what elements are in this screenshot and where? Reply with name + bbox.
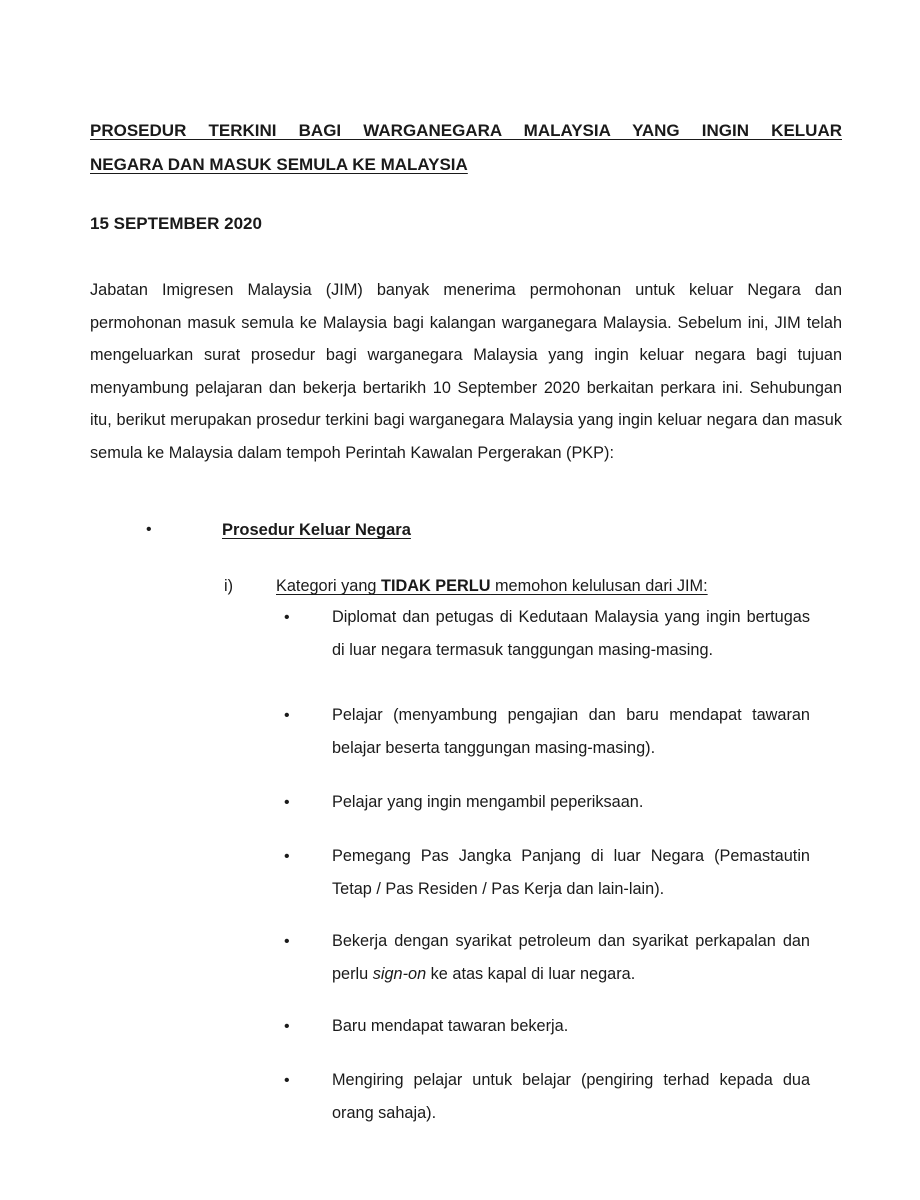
list-item-text: Pelajar (menyambung pengajian dan baru mendapat tawaran belajar beserta tanggungan masing-masing). — [332, 706, 810, 757]
subsection-heading — [276, 572, 708, 600]
list-item-text: Diplomat dan petugas di Kedutaan Malaysia yang ingin bertugas di luar negara termasuk tanggungan masing-masing. — [332, 608, 810, 659]
subsection-heading-pre: Kategori yang — [276, 577, 381, 595]
list-item-text-italic: sign-on — [372, 965, 427, 983]
bullet-icon: • — [284, 1018, 290, 1035]
bullet-icon: • — [284, 609, 290, 626]
bullet-icon: • — [284, 794, 290, 811]
bullet-icon: • — [284, 933, 290, 950]
section-bullet-icon: • — [146, 521, 152, 538]
bullet-icon: • — [284, 848, 290, 865]
subsection-heading-bold: TIDAK PERLU — [381, 577, 491, 595]
list-item-text-pre: Bekerja dengan syarikat petroleum dan syarikat perkapalan dan perlu — [332, 932, 810, 983]
bullet-icon: • — [284, 1072, 290, 1089]
document-title-line-2: NEGARA DAN MASUK SEMULA KE MALAYSIA — [90, 155, 468, 174]
list-item-text-post: ke atas kapal di luar negara. — [426, 965, 636, 983]
list-item-text: Mengiring pelajar untuk belajar (pengiring terhad kepada dua orang sahaja). — [332, 1071, 810, 1122]
section-heading: Prosedur Keluar Negara — [222, 521, 411, 539]
bullet-icon: • — [284, 707, 290, 724]
document-title-line-1 — [90, 114, 842, 148]
document-date: 15 SEPTEMBER 2020 — [90, 214, 262, 233]
subsection-heading-post: memohon kelulusan dari JIM: — [490, 577, 708, 595]
list-item-text — [332, 925, 810, 991]
list-item-text: Pemegang Pas Jangka Panjang di luar Negara (Pemastautin Tetap / Pas Residen / Pas Kerja dan lain-lain). — [332, 847, 810, 898]
subsection-marker: i) — [224, 577, 234, 595]
document-title-text-1: PROSEDUR TERKINI BAGI WARGANEGARA MALAYSIA YANG INGIN KELUAR — [90, 121, 842, 140]
list-item-text: Baru mendapat tawaran bekerja. — [332, 1017, 569, 1035]
intro-paragraph: Jabatan Imigresen Malaysia (JIM) banyak menerima permohonan untuk keluar Negara dan permohonan masuk semula ke Malaysia bagi kalangan warganegara Malaysia. Sebelum ini, JIM telah mengeluarkan surat prosedur bagi warganegara Malaysia yang ingin keluar negara bagi tujuan menyambung pelajaran dan bekerja bertarikh 10 September 2020 berkaitan perkara ini. Sehubungan itu, berikut merupakan prosedur terkini bagi warganegara Malaysia yang ingin keluar negara dan masuk semula ke Malaysia dalam tempoh Perintah Kawalan Pergerakan (PKP): — [90, 281, 842, 462]
list-item-text: Pelajar yang ingin mengambil peperiksaan. — [332, 793, 644, 811]
